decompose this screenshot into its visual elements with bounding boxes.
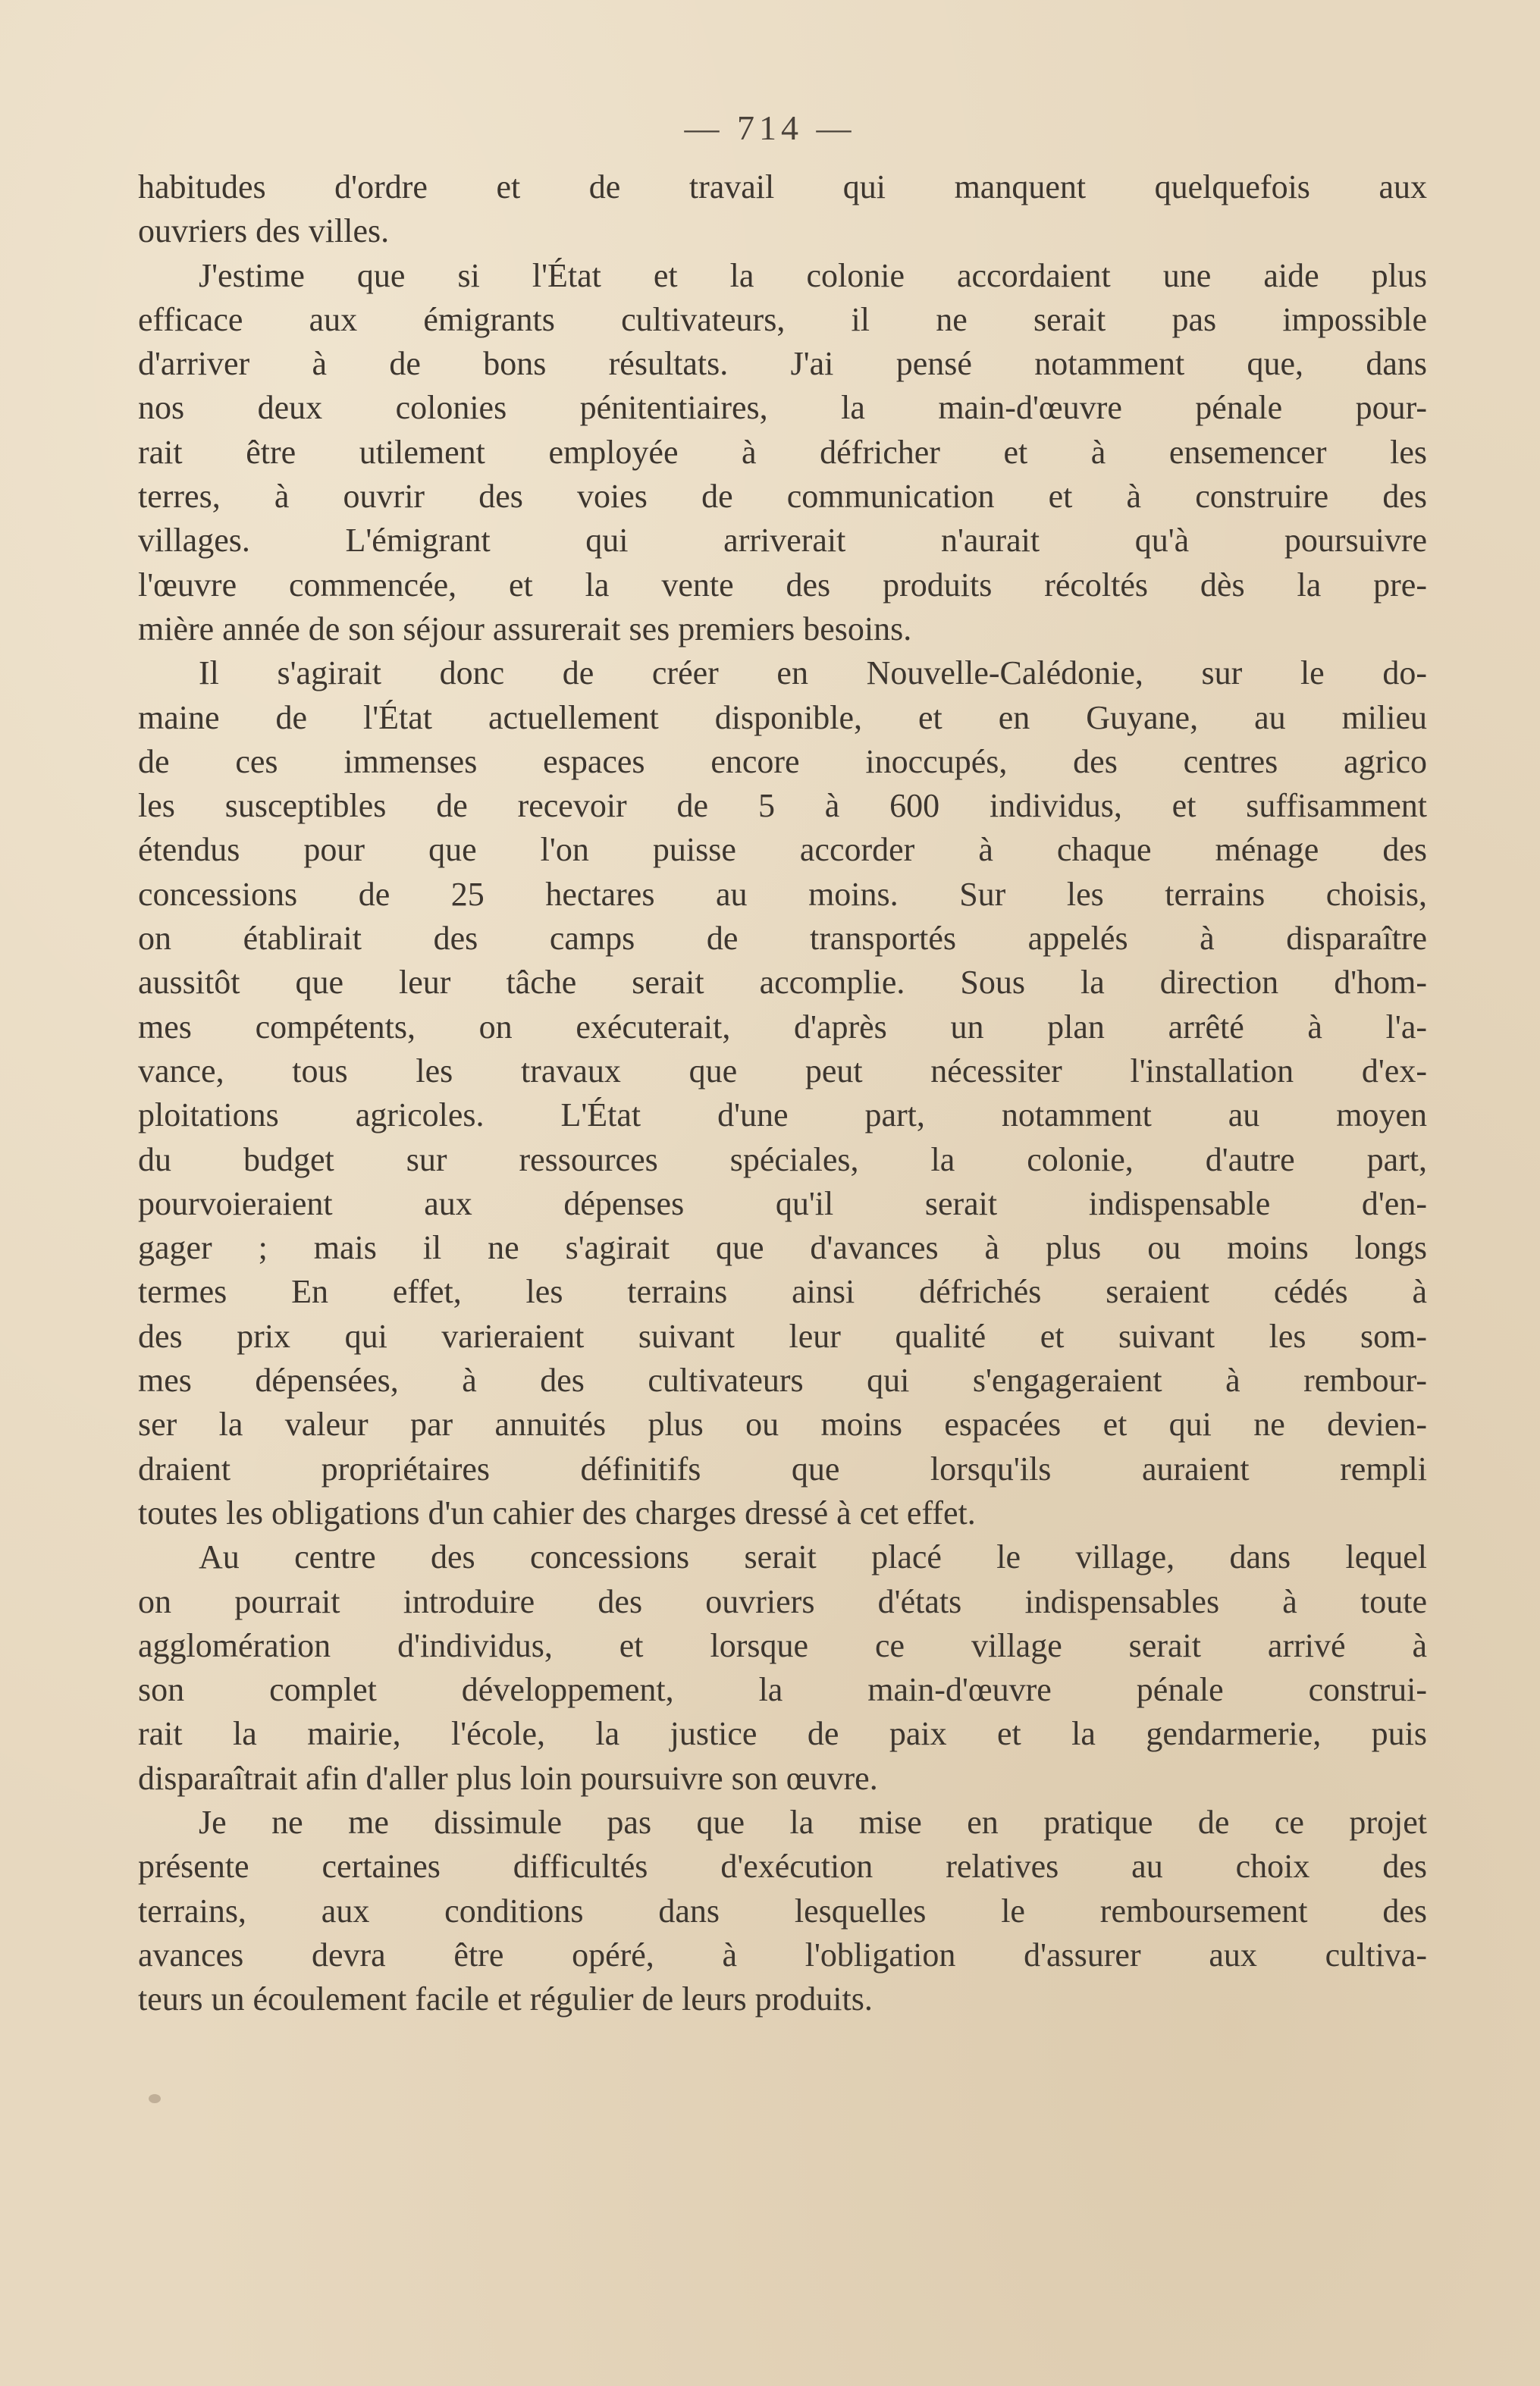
text-line: draient propriétaires définitifs que lorsqu'ils auraient rempli <box>138 1450 1427 1488</box>
text-line: rait la mairie, l'école, la justice de paix et la gendarmerie, puis <box>138 1715 1427 1753</box>
text-line: habitudes d'ordre et de travail qui manquent quelquefois aux <box>138 168 1427 205</box>
text-line: teurs un écoulement facile et régulier de leurs produits. <box>138 1980 873 2018</box>
text-line: ser la valeur par annuités plus ou moins espacées et qui ne devien- <box>138 1406 1427 1444</box>
text-line: des prix qui varieraient suivant leur qualité et suivant les som- <box>138 1317 1427 1355</box>
text-line: Au centre des concessions serait placé le village, dans lequel <box>199 1538 1427 1576</box>
text-line: maine de l'État actuellement disponible, et en Guyane, au milieu <box>138 698 1427 736</box>
text-line: gager ; mais il ne s'agirait que d'avances à plus ou moins longs <box>138 1229 1427 1267</box>
text-line: avances devra être opéré, à l'obligation d'assurer aux cultiva- <box>138 1936 1427 1974</box>
page-number: — 714 — <box>684 108 856 147</box>
text-line: villages. L'émigrant qui arriverait n'aurait qu'à poursuivre <box>138 522 1427 560</box>
text-line: les susceptibles de recevoir de 5 à 600 individus, et suffisamment <box>138 787 1427 825</box>
text-line: son complet développement, la main-d'œuvre pénale construi- <box>138 1671 1427 1709</box>
text-line: Il s'agirait donc de créer en Nouvelle-Calédonie, sur le do- <box>199 654 1427 692</box>
text-line: aussitôt que leur tâche serait accomplie. Sous la direction d'hom- <box>138 964 1427 1002</box>
text-line: vance, tous les travaux que peut nécessiter l'installation d'ex- <box>138 1052 1427 1090</box>
text-line: l'œuvre commencée, et la vente des produits récoltés dès la pre- <box>138 566 1427 604</box>
text-line: agglomération d'individus, et lorsque ce village serait arrivé à <box>138 1626 1427 1664</box>
text-line: rait être utilement employée à défricher et à ensemencer les <box>138 433 1427 471</box>
text-line: d'arriver à de bons résultats. J'ai pensé notamment que, dans <box>138 345 1427 383</box>
text-line: Je ne me dissimule pas que la mise en pratique de ce projet <box>199 1803 1427 1841</box>
text-line: de ces immenses espaces encore inoccupés, des centres agrico <box>138 742 1427 780</box>
body-text <box>138 165 1427 2021</box>
text-line: on pourrait introduire des ouvriers d'états indispensables à toute <box>138 1582 1427 1620</box>
text-line: J'estime que si l'État et la colonie accordaient une aide plus <box>199 256 1427 294</box>
text-line: disparaîtrait afin d'aller plus loin poursuivre son œuvre. <box>138 1759 878 1797</box>
text-line: toutes les obligations d'un cahier des charges dressé à cet effet. <box>138 1494 976 1532</box>
text-line: étendus pour que l'on puisse accorder à chaque ménage des <box>138 831 1427 869</box>
text-line: du budget sur ressources spéciales, la colonie, d'autre part, <box>138 1140 1427 1178</box>
text-line: ploitations agricoles. L'État d'une part, notamment au moyen <box>138 1096 1427 1134</box>
text-line: ouvriers des villes. <box>138 212 390 250</box>
text-line: terrains, aux conditions dans lesquelles le remboursement des <box>138 1892 1427 1930</box>
text-line: mes compétents, on exécuterait, d'après un plan arrêté à l'a- <box>138 1008 1427 1046</box>
text-line: nos deux colonies pénitentiaires, la main-d'œuvre pénale pour- <box>138 389 1427 427</box>
text-line: pourvoieraient aux dépenses qu'il serait indispensable d'en- <box>138 1184 1427 1222</box>
text-line: on établirait des camps de transportés appelés à disparaître <box>138 920 1427 958</box>
text-line: termes En effet, les terrains ainsi défrichés seraient cédés à <box>138 1273 1427 1311</box>
text-line: efficace aux émigrants cultivateurs, il ne serait pas impossible <box>138 300 1427 338</box>
text-line: présente certaines difficultés d'exécution relatives au choix des <box>138 1848 1427 1886</box>
text-line: terres, à ouvrir des voies de communication et à construire des <box>138 478 1427 516</box>
text-line: mière année de son séjour assurerait ses premiers besoins. <box>138 610 912 647</box>
text-line: concessions de 25 hectares au moins. Sur les terrains choisis, <box>138 875 1427 913</box>
text-line: mes dépensées, à des cultivateurs qui s'engageraient à rembour- <box>138 1362 1427 1400</box>
ink-speck <box>149 2094 161 2103</box>
